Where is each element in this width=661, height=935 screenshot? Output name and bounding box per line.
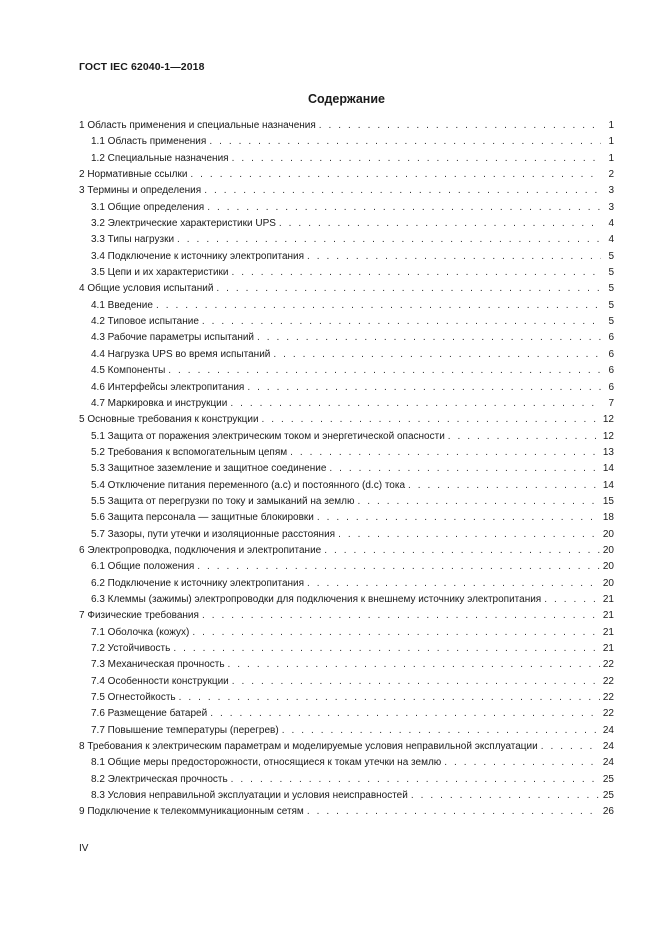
toc-leader-dots (317, 510, 600, 526)
toc-entry-page: 14 (602, 463, 614, 475)
toc-entry[interactable] (79, 347, 614, 363)
toc-entry-page: 20 (602, 577, 614, 589)
toc-entry-label: 6 Электропроводка, подключения и электропитание (79, 544, 322, 556)
toc-entry-label: 7 Физические требования (79, 610, 199, 622)
toc-leader-dots (202, 314, 601, 330)
toc-leader-dots (173, 641, 600, 657)
toc-entry-page: 21 (602, 643, 614, 654)
toc-entry[interactable] (79, 723, 614, 739)
page-number: IV (79, 843, 89, 854)
toc-entry-label: 5.3 Защитное заземление и защитное соединение (91, 463, 327, 475)
toc-entry-label: 5.4 Отключение питания переменного (a.c) и постоянного (d.c) тока (91, 479, 406, 491)
toc-entry-page: 22 (602, 675, 614, 687)
toc-entry-label: 3.5 Цепи и их характеристики (91, 267, 229, 279)
toc-entry[interactable] (79, 183, 614, 199)
toc-entry[interactable] (79, 543, 614, 559)
toc-entry-page: 1 (608, 120, 614, 131)
toc-entry-label: 3.1 Общие определения (91, 201, 205, 213)
toc-leader-dots (216, 281, 601, 297)
toc-entry[interactable] (79, 380, 614, 396)
toc-entry-page: 6 (608, 381, 614, 393)
toc-entry-page: 20 (602, 544, 614, 556)
toc-entry[interactable] (79, 755, 614, 771)
toc-leader-dots (307, 804, 600, 820)
toc-leader-dots (329, 461, 599, 477)
toc-entry-page: 5 (608, 283, 614, 295)
toc-leader-dots (444, 755, 600, 771)
toc-entry[interactable] (79, 396, 614, 412)
toc-entry[interactable] (79, 330, 614, 346)
toc-entry-label: 7.2 Устойчивость (91, 643, 171, 654)
toc-entry-page: 3 (608, 185, 614, 197)
toc-entry[interactable] (79, 429, 614, 445)
toc-title: Содержание (307, 92, 385, 106)
toc-entry-label: 1.1 Область применения (91, 136, 207, 148)
toc-entry-label: 5.6 Защита персонала — защитные блокировки (91, 512, 314, 524)
table-of-contents (79, 118, 614, 821)
toc-entry-label: 6.2 Подключение к источнику электропитания (91, 577, 305, 589)
toc-entry-page: 5 (608, 316, 614, 328)
toc-leader-dots (232, 674, 600, 690)
toc-entry-page: 24 (602, 757, 614, 769)
toc-entry[interactable] (79, 690, 614, 706)
toc-leader-dots (544, 592, 600, 608)
toc-leader-dots (204, 183, 601, 199)
toc-entry[interactable] (79, 445, 614, 461)
toc-entry-label: 5.7 Зазоры, пути утечки и изоляционные расстояния (91, 528, 336, 540)
toc-entry[interactable] (79, 510, 614, 526)
toc-entry-label: 6.3 Клеммы (зажимы) электропроводки для подключения к внешнему источнику электропитания (91, 593, 542, 605)
toc-entry-page: 20 (602, 528, 614, 540)
toc-entry-page: 6 (608, 348, 614, 360)
toc-leader-dots (232, 265, 601, 281)
toc-leader-dots (307, 249, 601, 265)
toc-entry-label: 4.1 Введение (91, 299, 153, 311)
toc-leader-dots (190, 167, 601, 183)
toc-entry-page: 25 (602, 790, 614, 802)
document-id: ГОСТ IEC 62040-1—2018 (79, 61, 205, 73)
toc-entry-page: 24 (602, 741, 614, 753)
toc-entry-label: 4.3 Рабочие параметры испытаний (91, 332, 255, 344)
toc-entry-label: 8 Требования к электрическим параметрам и моделируемые условия неправильной эксплуатации (79, 741, 538, 753)
toc-leader-dots (232, 151, 601, 167)
toc-entry-page: 4 (608, 234, 614, 246)
toc-entry[interactable] (79, 772, 614, 788)
toc-entry[interactable] (79, 559, 614, 575)
toc-entry-page: 18 (602, 512, 614, 524)
toc-entry-label: 3.3 Типы нагрузки (91, 234, 175, 246)
toc-leader-dots (156, 298, 601, 314)
toc-entry-page: 1 (608, 136, 614, 148)
toc-entry[interactable] (79, 592, 614, 608)
toc-leader-dots (210, 706, 600, 722)
toc-entry-label: 8.1 Общие меры предосторожности, относящиеся к токам утечки на землю (91, 757, 442, 769)
toc-entry-label: 4.4 Нагрузка UPS во время испытаний (91, 348, 271, 360)
toc-entry-label: 4.2 Типовое испытание (91, 316, 199, 328)
toc-entry-page: 5 (608, 250, 614, 262)
toc-entry[interactable] (79, 788, 614, 804)
toc-leader-dots (319, 118, 601, 134)
toc-entry[interactable] (79, 625, 614, 641)
toc-entry-page: 24 (602, 724, 614, 736)
toc-entry-label: 7.4 Особенности конструкции (91, 675, 229, 687)
toc-entry-label: 6.1 Общие положения (91, 561, 195, 573)
toc-entry[interactable] (79, 608, 614, 624)
toc-entry-label: 7.5 Огнестойкость (91, 692, 176, 704)
toc-leader-dots (202, 608, 600, 624)
toc-entry[interactable] (79, 216, 614, 232)
toc-leader-dots (257, 330, 601, 346)
toc-entry-label: 1.2 Специальные назначения (91, 152, 229, 164)
toc-leader-dots (228, 657, 600, 673)
toc-entry-page: 21 (602, 593, 614, 605)
toc-leader-dots (262, 412, 600, 428)
toc-entry[interactable] (79, 412, 614, 428)
toc-entry-page: 20 (602, 561, 614, 573)
toc-entry[interactable] (79, 314, 614, 330)
toc-leader-dots (324, 543, 600, 559)
toc-entry-label: 5.5 Защита от перегрузки по току и замыканий на землю (91, 495, 355, 507)
toc-entry[interactable] (79, 674, 614, 690)
toc-entry[interactable] (79, 298, 614, 314)
toc-entry-label: 1 Область применения и специальные назначения (79, 120, 316, 131)
toc-leader-dots (541, 739, 600, 755)
toc-entry-page: 22 (602, 659, 614, 671)
toc-entry[interactable] (79, 657, 614, 673)
toc-leader-dots (247, 380, 601, 396)
toc-entry[interactable] (79, 281, 614, 297)
toc-entry-label: 9 Подключение к телекоммуникационным сетям (79, 806, 304, 818)
toc-entry-label: 4.6 Интерфейсы электропитания (91, 381, 245, 393)
toc-entry[interactable] (79, 134, 614, 150)
toc-entry-page: 5 (608, 299, 614, 311)
toc-leader-dots (448, 429, 600, 445)
toc-entry[interactable] (79, 706, 614, 722)
toc-leader-dots (207, 200, 601, 216)
toc-leader-dots (273, 347, 601, 363)
toc-entry-label: 3.2 Электрические характеристики UPS (91, 218, 276, 230)
toc-leader-dots (197, 559, 600, 575)
toc-entry-page: 26 (602, 806, 614, 818)
toc-entry-page: 12 (602, 414, 614, 426)
toc-entry-label: 2 Нормативные ссылки (79, 169, 188, 181)
toc-leader-dots (338, 527, 600, 543)
toc-entry[interactable] (79, 461, 614, 477)
toc-leader-dots (357, 494, 599, 510)
toc-entry-page: 25 (602, 773, 614, 785)
toc-entry-page: 22 (602, 708, 614, 720)
toc-entry-page: 21 (602, 610, 614, 622)
toc-entry-label: 3 Термины и определения (79, 185, 202, 197)
toc-entry-label: 5 Основные требования к конструкции (79, 414, 259, 426)
toc-leader-dots (279, 216, 601, 232)
toc-leader-dots (177, 232, 601, 248)
toc-leader-dots (307, 576, 600, 592)
toc-entry[interactable] (79, 363, 614, 379)
toc-leader-dots (192, 625, 600, 641)
toc-entry-page: 22 (602, 692, 614, 704)
toc-entry-label: 7.3 Механическая прочность (91, 659, 225, 671)
toc-entry-label: 4.5 Компоненты (91, 365, 166, 377)
toc-entry[interactable] (79, 576, 614, 592)
toc-entry-label: 7.7 Повышение температуры (перегрев) (91, 724, 279, 736)
toc-entry-page: 7 (608, 397, 614, 409)
toc-entry[interactable] (79, 151, 614, 167)
toc-leader-dots (408, 478, 600, 494)
toc-entry-label: 8.2 Электрическая прочность (91, 773, 228, 785)
toc-entry-page: 1 (608, 152, 614, 164)
toc-entry-page: 13 (602, 446, 614, 458)
toc-entry[interactable] (79, 739, 614, 755)
toc-entry[interactable] (79, 494, 614, 510)
toc-entry[interactable] (79, 265, 614, 281)
toc-entry-label: 4 Общие условия испытаний (79, 283, 214, 295)
toc-entry[interactable] (79, 527, 614, 543)
toc-leader-dots (230, 396, 601, 412)
toc-entry[interactable] (79, 478, 614, 494)
toc-entry-page: 3 (608, 201, 614, 213)
toc-leader-dots (411, 788, 600, 804)
toc-entry[interactable] (79, 641, 614, 657)
toc-entry-label: 5.1 Защита от поражения электрическим током и энергетической опасности (91, 430, 445, 442)
toc-entry[interactable] (79, 232, 614, 248)
toc-entry-page: 12 (602, 430, 614, 442)
toc-leader-dots (209, 134, 601, 150)
toc-entry-page: 15 (602, 495, 614, 507)
toc-entry-label: 5.2 Требования к вспомогательным цепям (91, 446, 288, 458)
toc-entry[interactable] (79, 249, 614, 265)
toc-leader-dots (168, 363, 601, 379)
toc-entry[interactable] (79, 200, 614, 216)
toc-entry-page: 2 (608, 169, 614, 181)
toc-entry-label: 8.3 Условия неправильной эксплуатации и условия неисправностей (91, 790, 408, 802)
toc-entry[interactable] (79, 804, 614, 820)
toc-entry-page: 4 (608, 218, 614, 230)
toc-entry[interactable] (79, 118, 614, 134)
toc-entry-label: 7.6 Размещение батарей (91, 708, 208, 720)
toc-entry-label: 4.7 Маркировка и инструкции (91, 397, 228, 409)
toc-entry-label: 3.4 Подключение к источнику электропитания (91, 250, 305, 262)
toc-leader-dots (290, 445, 600, 461)
toc-entry-page: 6 (608, 332, 614, 344)
toc-entry-page: 14 (602, 479, 614, 491)
toc-entry[interactable] (79, 167, 614, 183)
toc-leader-dots (179, 690, 600, 706)
toc-entry-page: 6 (608, 365, 614, 377)
toc-entry-label: 7.1 Оболочка (кожух) (91, 626, 190, 638)
toc-entry-page: 21 (602, 626, 614, 638)
toc-leader-dots (282, 723, 600, 739)
toc-entry-page: 5 (608, 267, 614, 279)
toc-leader-dots (231, 772, 600, 788)
